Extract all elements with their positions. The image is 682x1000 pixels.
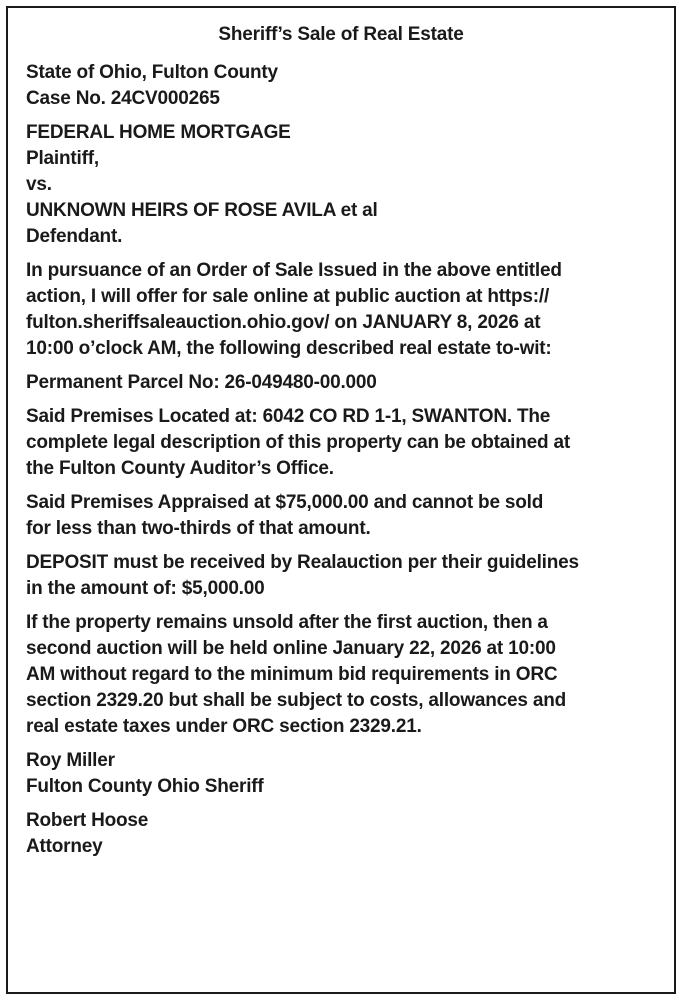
state-county: State of Ohio, Fulton County bbox=[26, 62, 278, 83]
sheriff-title: Fulton County Ohio Sheriff bbox=[26, 776, 264, 797]
defendant-label: Defendant. bbox=[26, 226, 123, 247]
defendant-name: UNKNOWN HEIRS OF ROSE AVILA et al bbox=[26, 200, 378, 221]
paragraph-line: In pursuance of an Order of Sale Issued in the above entitled bbox=[26, 260, 562, 281]
sheriff-name: Roy Miller bbox=[26, 750, 115, 771]
second-auction-paragraph bbox=[26, 610, 656, 740]
paragraph-line: in the amount of: $5,000.00 bbox=[26, 578, 265, 599]
versus: vs. bbox=[26, 174, 52, 195]
paragraph-line: the Fulton County Auditor’s Office. bbox=[26, 458, 334, 479]
paragraph-line: second auction will be held online January 22, 2026 at 10:00 bbox=[26, 638, 556, 659]
paragraph-line: for less than two-thirds of that amount. bbox=[26, 518, 371, 539]
sheriff-signature bbox=[26, 748, 656, 800]
legal-notice bbox=[6, 6, 676, 994]
plaintiff-name: FEDERAL HOME MORTGAGE bbox=[26, 122, 291, 143]
case-number: Case No. 24CV000265 bbox=[26, 88, 220, 109]
case-caption bbox=[26, 60, 656, 112]
attorney-signature bbox=[26, 808, 656, 860]
paragraph-line: action, I will offer for sale online at public auction at https:// bbox=[26, 286, 550, 307]
paragraph-line: real estate taxes under ORC section 2329.21. bbox=[26, 716, 422, 737]
plaintiff-label: Plaintiff, bbox=[26, 148, 99, 169]
parties bbox=[26, 120, 656, 250]
paragraph-line: complete legal description of this property can be obtained at bbox=[26, 432, 570, 453]
parcel-paragraph bbox=[26, 370, 656, 396]
parcel-number: Permanent Parcel No: 26-049480-00.000 bbox=[26, 372, 377, 393]
attorney-title: Attorney bbox=[26, 836, 103, 857]
paragraph-line: 10:00 o’clock AM, the following described real estate to-wit: bbox=[26, 338, 552, 359]
paragraph-line: Said Premises Appraised at $75,000.00 and cannot be sold bbox=[26, 492, 544, 513]
paragraph-line: If the property remains unsold after the first auction, then a bbox=[26, 612, 548, 633]
paragraph-line: Said Premises Located at: 6042 CO RD 1-1, SWANTON. The bbox=[26, 406, 551, 427]
order-of-sale-paragraph bbox=[26, 258, 656, 362]
notice-title: Sheriff’s Sale of Real Estate bbox=[218, 24, 464, 45]
paragraph-line: DEPOSIT must be received by Realauction per their guidelines bbox=[26, 552, 579, 573]
paragraph-line: section 2329.20 but shall be subject to costs, allowances and bbox=[26, 690, 567, 711]
paragraph-line: fulton.sheriffsaleauction.ohio.gov/ on JANUARY 8, 2026 at bbox=[26, 312, 541, 333]
paragraph-line: AM without regard to the minimum bid requirements in ORC bbox=[26, 664, 558, 685]
location-paragraph bbox=[26, 404, 656, 482]
deposit-paragraph bbox=[26, 550, 656, 602]
appraisal-paragraph bbox=[26, 490, 656, 542]
attorney-name: Robert Hoose bbox=[26, 810, 149, 831]
